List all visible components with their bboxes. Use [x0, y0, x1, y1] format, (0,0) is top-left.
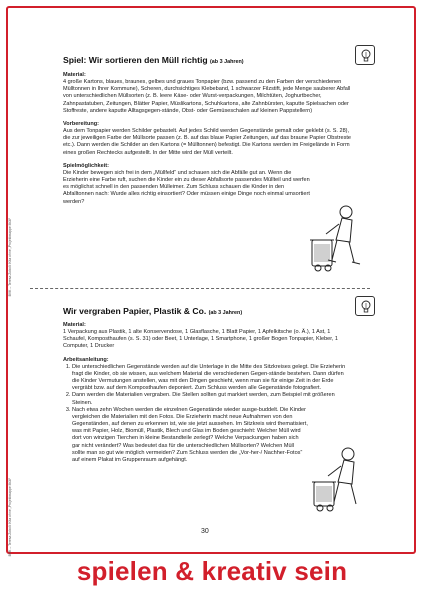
section2-title-text: Wir vergraben Papier, Plastik & Co. [63, 306, 207, 316]
section2-body [63, 322, 351, 464]
section1-prep-text: Aus dem Tonpapier werden Schilder gebastelt. Auf jedes Schild werden Gegenstände gemalt oder geklebt (s. S. 28), die zur jeweiligen Farbe der Müllsorte passen (z. B. auf das blaue Papier Zeitungen, auf das braune Papier Obstreste etc.). Dann werden die Schilder an den Kartons (= Mülltonnen) befestigt. Die Kartons werden im Freigelände in Form eines großen Rechtecks aufgestellt. In der Mitte wird der Müll verteilt. [63, 128, 351, 156]
section2-step: 2. Dann werden die Materialien vergraben. Die Stellen sollten gut markiert werden, zum Beispiel mit größeren Steinen. [72, 392, 351, 406]
section2-title [63, 306, 242, 316]
section2-material-heading: Material: [63, 322, 86, 328]
section2-age: (ab 3 Jahren) [208, 310, 243, 316]
section1-play-text: Die Kinder bewegen sich frei in dem „Müllfeld“ und schauen sich die Abfälle gut an. Wenn die Erzieherin eine Farbe ruft, suchen die Kinder ein zu dieser Abfallsorte passendes Müllteil und werfen es möglichst schnell in den passenden Mülleimer. Zum Schluss schauen die Kinder in den Abfalltonnen nach: Wurde alles richtig einsortiert? Oder müssen einige Dinge noch einmal umsortiert werden? [63, 169, 310, 205]
section1-material-heading: Material: [63, 72, 86, 78]
side-copyright-label-2: BVK – Teresa Zoboli: Kita ohne „Projektmappe Müll“ [8, 478, 12, 557]
section2-step: 3. Nach etwa zehn Wochen werden die einzelnen Gegenstände wieder ausge-buddelt. Die Kinder vergleichen die Materialien mit den Fotos. Die Erzieherin macht neue Aufnahmen von den Gegenständen, auf denen zu erkennen ist, wie sie jetzt aussehen. Im Sitzkreis wird thematisiert, was mit Papier, Holz, Biomüll, Plastik, Blech und Glas im Boden geschieht: Welcher Müll wird dort von winzigen Tierchen in kleine Bestandteile zerlegt? Welche Verpackungen haben sich gar nicht verändert? Was bedeutet das für die unterschiedlichen Müllsorten? Welchen Müll sollte man so gut wie möglich vermeiden? Zum Schluss werden die „Vor-her-/ Nachher-Fotos“ auf einem Plakat im Gruppenraum aufgehängt. [72, 407, 308, 464]
section1-title [63, 55, 244, 65]
section2-steps-heading: Arbeitsanleitung: [63, 356, 109, 363]
idea-bulb-icon [355, 45, 375, 65]
section1-material-text: 4 große Kartons, blaues, braunes, gelbes und graues Tonpapier (bzw. passend zu den Farben der verschiedenen Mülltonnen in Ihrer Kommune), Scheren, durchsichtiges Klebeband, 1 schwarzer Filzstift, jede Menge sauberer Abfall von unterschiedlichen Müllsorten (z. B. leere Käse- oder Wurst-verpackungen, Milchtüten, Joghurtbecher, Zahnpastatuben, Zeitungen, Blätter Papier, Müslikartons, Schuhkartons, alte Zahnbürsten, kaputte Spielsachen oder Stoffreste, andere kaputte Alltagsgegen-stände, Obst- oder Gemüseschalen auf kleinen Pappstellern) [63, 79, 351, 114]
page-number: 30 [201, 528, 209, 535]
section1-age: (ab 3 Jahren) [210, 59, 244, 65]
section-divider [30, 288, 370, 289]
child-with-bin-illustration [306, 200, 372, 280]
section1-play-heading: Spielmöglichkeit: [63, 162, 109, 169]
section1-title-text: Spiel: Wir sortieren den Müll richtig [63, 55, 208, 65]
section2-material-text: 1 Verpackung aus Plastik, 1 alte Konservendose, 1 Glasflasche, 1 Blatt Papier, 1 Apfelkitsche (o. Ä.), 1 Ast, 1 Schaufel, Komposthaufen (s. S. 31) oder Beet, 1 Unterlage, 1 Smartphone, 1 großer Bogen Tonpapier, Kleber, 1 Computer, 1 Drucker [63, 329, 338, 350]
footer-slogan: spielen & kreativ sein [76, 556, 348, 586]
section1-body [63, 72, 351, 206]
section2-step: 1. Die unterschiedlichen Gegenstände werden auf die Unterlage in die Mitte des Sitzkreises gelegt. Die Erzieherin fragt die Kinder, ob sie wissen, aus welchem Material die verschiedenen Gegen-stände bestehen. Dann dürfen die Kinder Vermutungen anstellen, was mit den Dingen geschieht, wenn man sie für einige Zeit in der Erde vergräbt bzw. auf dem Komposthaufen deponiert. Zum Schluss werden alle Gegenstände fotografiert. [72, 364, 351, 393]
section1-prep-heading: Vorbereitung: [63, 120, 99, 127]
child-with-bin-illustration-2 [308, 444, 372, 518]
side-copyright-label-1: BVK – Teresa Zoboli: Kita ohne „Projektmappe Müll“ [8, 218, 12, 297]
idea-bulb-icon-2 [355, 296, 375, 316]
